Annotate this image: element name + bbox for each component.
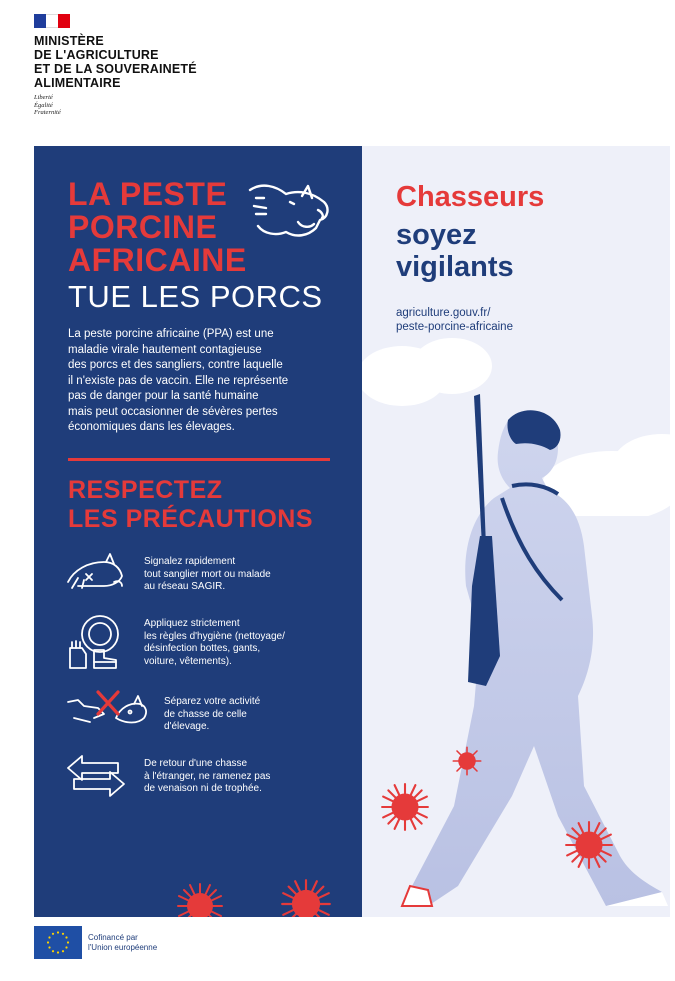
precautions-heading: RESPECTEZ LES PRÉCAUTIONS xyxy=(68,476,314,533)
left-panel xyxy=(34,146,362,917)
republic-motto: Liberté Égalité Fraternité xyxy=(34,94,61,116)
round-trip-arrows-icon xyxy=(64,754,128,798)
intro-paragraph: La peste porcine africaine (PPA) est une maladie virale hautement contagieuse des porcs et des sangliers, contre laquelle il n'existe pas de vaccin. Elle ne représente pas de danger pour la santé humaine mais peut occasionner de sévères pertes économiques dans les élevages. xyxy=(68,328,289,433)
ministry-name: MINISTÈRE DE L'AGRICULTURE ET DE LA SOUVERAINETÉ ALIMENTAIRE xyxy=(34,34,197,90)
headline-hunters: Chasseurs xyxy=(396,181,545,213)
virus-icon xyxy=(452,746,482,776)
right-panel xyxy=(362,146,670,917)
virus-icon xyxy=(280,878,332,917)
precaution-item: De retour d'une chasse à l'étranger, ne ramenez pas de venaison ni de trophée. xyxy=(64,754,344,800)
eu-flag-icon xyxy=(34,926,82,959)
main-title-tail: TUE LES PORCS xyxy=(68,279,323,314)
precaution-item: Séparez votre activité de chasse de celle d'élevage. xyxy=(64,688,344,732)
precaution-item: Signalez rapidement tout sanglier mort ou malade au réseau SAGIR. xyxy=(64,552,344,596)
eu-funding-text: Cofinancé par l'Union européenne xyxy=(88,932,158,952)
website-link[interactable]: agriculture.gouv.fr/ peste-porcine-africaine xyxy=(396,307,513,333)
french-flag-icon xyxy=(34,14,70,28)
main-title: LA PESTE PORCINE AFRICAINE xyxy=(68,176,247,278)
boar-head-icon xyxy=(242,180,334,244)
virus-icon xyxy=(176,882,224,917)
headline-be-vigilant: soyez vigilants xyxy=(396,219,514,283)
section-divider xyxy=(68,458,330,461)
virus-icon xyxy=(564,820,614,870)
hunter-illustration xyxy=(362,386,670,917)
virus-icon xyxy=(380,782,430,832)
poster xyxy=(34,146,670,917)
dead-boar-icon xyxy=(64,552,126,592)
precaution-item: Appliquez strictement les règles d'hygiène (nettoyage/ désinfection bottes, gants, voiture, vêtements). xyxy=(64,612,344,674)
separate-activities-icon xyxy=(64,688,150,732)
ministry-header xyxy=(34,14,197,117)
hygiene-icon xyxy=(64,612,126,672)
eu-funding-footer xyxy=(34,926,157,959)
